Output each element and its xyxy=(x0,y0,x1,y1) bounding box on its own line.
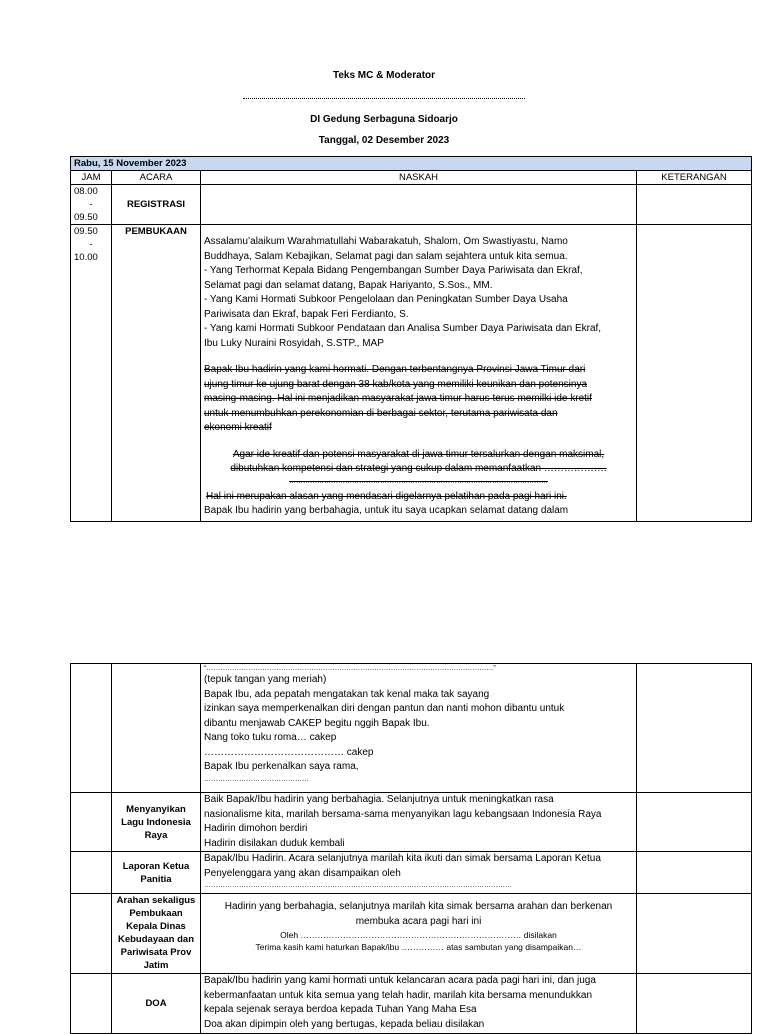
col-header-naskah: NASKAH xyxy=(201,171,637,185)
text-line: Bapak Ibu perkenalkan saya rama, xyxy=(204,761,359,772)
naskah-cell xyxy=(201,852,637,894)
acara-cell: Arahan sekaligus Pembukaan Kepala Dinas Kebudayaan dan Pariwisata Prov Jatim xyxy=(112,894,201,974)
text-line: (tepuk tangan yang meriah) xyxy=(204,674,327,685)
text-line: ujung timur ke ujung barat dengan 38 kab/kota yang memiliki keunikan dan potensinya xyxy=(204,378,588,390)
text-line: Terima kasih kami haturkan Bapak/ibu …………… atas sambutan yang disampaikan… xyxy=(255,942,582,952)
time-cell xyxy=(71,894,112,974)
table-row xyxy=(71,664,752,793)
acara-cell: REGISTRASI xyxy=(112,185,201,225)
struck-paragraph xyxy=(204,363,633,436)
time-dash: - xyxy=(89,199,93,210)
day-header: Rabu, 15 November 2023 xyxy=(71,157,752,171)
text-line: kepala sejenak seraya berdoa kepada Tuhan Yang Maha Esa xyxy=(204,1004,477,1015)
text-line: Assalamu’alaikum Warahmatullahi Wabarakatuh, Shalom, Om Swastiyastu, Namo xyxy=(204,236,568,247)
time-cell xyxy=(71,852,112,894)
table-row xyxy=(71,225,752,522)
text-line: Buddhaya, Salam Kebajikan, Selamat pagi dan salam sejahtera untuk kita semua. xyxy=(204,250,568,262)
acara-cell xyxy=(112,664,201,793)
table-row xyxy=(71,793,752,852)
venue-line: DI Gedung Serbaguna Sidoarjo xyxy=(310,114,458,125)
text-line: Hadirin dimohon berdiri xyxy=(204,823,308,834)
time-cell xyxy=(71,225,112,522)
text-line: Oleh …………………………………………………………………… disilakan xyxy=(280,930,557,940)
time-start: 09.50 xyxy=(74,226,98,237)
text-line: …………………………………………………………………………………………………………………… xyxy=(204,882,512,889)
naskah-cell xyxy=(201,185,637,225)
keterangan-cell xyxy=(637,185,752,225)
document-title: Teks MC & Moderator xyxy=(332,70,436,81)
text-line: Baik Bapak/Ibu hadirin yang berbahagia. Selanjutnya untuk meningkatkan rasa xyxy=(204,794,554,805)
text-line: Agar ide kreatif dan potensi masyarakat di jawa timur tersalurkan dengan maksimal, xyxy=(232,448,605,460)
acara-cell: DOA xyxy=(112,974,201,1034)
naskah-cell xyxy=(201,894,637,974)
text-line: Hadirin disilakan duduk kembali xyxy=(204,837,345,849)
acara-cell: Menyanyikan Lagu Indonesia Raya xyxy=(112,793,201,852)
text-line: Bapak Ibu hadirin yang berbahagia, untuk itu saya ucapkan selamat datang dalam xyxy=(204,505,569,516)
text-line: dibantu menjawab CAKEP begitu nggih Bapak Ibu. xyxy=(204,717,430,729)
text-line: - Yang Kami Hormati Subkoor Pengelolaan dan Peningkatan Sumber Daya Usaha xyxy=(204,294,568,305)
keterangan-cell xyxy=(637,225,752,522)
time-start: 08.00 xyxy=(74,186,98,197)
table-row xyxy=(71,894,752,974)
col-header-acara: ACARA xyxy=(112,171,201,185)
acara-cell: Laporan Ketua Panitia xyxy=(112,852,201,894)
keterangan-cell xyxy=(637,852,752,894)
text-line: Bapak Ibu hadirin yang kami hormati. Dengan terbentangnya Provinsi Jawa Timur dari xyxy=(204,364,586,375)
title-underline xyxy=(243,98,525,99)
naskah-cell xyxy=(201,225,637,522)
time-end: 10.00 xyxy=(74,252,98,263)
keterangan-cell xyxy=(637,974,752,1034)
struck-line: Hal ini merupakan alasan yang mendasari digelarnya pelatihan pada pagi hari ini. xyxy=(206,490,567,502)
greeting-paragraph xyxy=(204,235,633,351)
col-header-keterangan: KETERANGAN xyxy=(637,171,752,185)
text-line: …………………………………… cakep xyxy=(204,746,374,758)
text-line: Penyelenggara yang akan disampaikan oleh xyxy=(204,867,401,879)
text-line: ……………………………………… xyxy=(204,775,309,783)
table-row xyxy=(71,852,752,894)
schedule-table-top xyxy=(70,156,752,522)
text-line: Bapak Ibu, ada pepatah mengatakan tak kenal maka tak sayang xyxy=(204,688,490,700)
text-line: Nang toko tuku roma… cakep xyxy=(204,732,337,743)
text-line: untuk menumbuhkan perekonomian di berbagai sektor, terutama pariwisata dan xyxy=(204,407,558,419)
text-line: kebermanfaatan untuk kita semua yang telah hadir, marilah kita bersama menundukkan xyxy=(204,989,593,1001)
text-line: masing-masing. Hal ini menjadikan masyarakat jawa timur harus terus memilki ide kretif xyxy=(204,393,592,404)
text-line: Hadirin yang berbahagia, selanjutnya marilah kita simak bersama arahan dan berkenan xyxy=(224,901,613,912)
text-line: dibutuhkan kompetensi dan strategi yang cukup dalam memanfaatkan ………………. xyxy=(230,463,607,474)
text-line: Pariwisata dan Ekraf, bapak Feri Ferdianto, S. xyxy=(204,308,409,320)
naskah-cell xyxy=(201,793,637,852)
acara-cell: PEMBUKAAN xyxy=(112,225,201,522)
time-cell xyxy=(71,185,112,225)
struck-centered-paragraph xyxy=(204,448,633,486)
schedule-table-continued xyxy=(70,663,752,1034)
text-line: nasionalisme kita, marilah bersama-sama menyanyikan lagu kebangsaan Indonesia Raya xyxy=(204,808,602,820)
time-cell xyxy=(71,664,112,793)
text-line: “……………………………………………………………………………………………………………” xyxy=(204,665,496,672)
text-line: Doa akan dipimpin oleh yang bertugas, kepada beliau disilakan xyxy=(204,1018,485,1030)
text-line: Selamat pagi dan selamat datang, Bapak Hariyanto, S.Sos., MM. xyxy=(204,279,493,291)
keterangan-cell xyxy=(637,664,752,793)
time-dash: - xyxy=(89,239,93,250)
table-row xyxy=(71,974,752,1034)
date-line: Tanggal, 02 Desember 2023 xyxy=(318,135,450,146)
text-line: Bapak/Ibu hadirin yang kami hormati untuk kelancaran acara pada pagi hari ini, dan juga xyxy=(204,975,596,986)
table-row xyxy=(71,185,752,225)
col-header-jam: JAM xyxy=(71,171,112,185)
text-line: ………………………………………………………………………………………………… xyxy=(289,477,548,485)
time-end: 09.50 xyxy=(74,212,98,223)
text-line: ekonomi kreatif xyxy=(204,422,272,433)
time-cell xyxy=(71,793,112,852)
time-cell xyxy=(71,974,112,1034)
naskah-cell xyxy=(201,664,637,793)
keterangan-cell xyxy=(637,894,752,974)
keterangan-cell xyxy=(637,793,752,852)
naskah-cell xyxy=(201,974,637,1034)
text-line: membuka acara pagi hari ini xyxy=(355,915,482,927)
text-line: - Yang Terhormat Kepala Bidang Pengembangan Sumber Daya Pariwisata dan Ekraf, xyxy=(204,265,583,276)
text-line: izinkan saya memperkenalkan diri dengan pantun dan nanti mohon dibantu untuk xyxy=(204,703,565,714)
text-line: Bapak/Ibu Hadirin. Acara selanjutnya marilah kita ikuti dan simak bersama Laporan Ketua xyxy=(204,853,601,864)
text-line: - Yang kami Hormati Subkoor Pendataan dan Analisa Sumber Daya Pariwisata dan Ekraf, xyxy=(204,323,602,334)
text-line: Ibu Luky Nuraini Rosyidah, S.STP., MAP xyxy=(204,337,384,349)
